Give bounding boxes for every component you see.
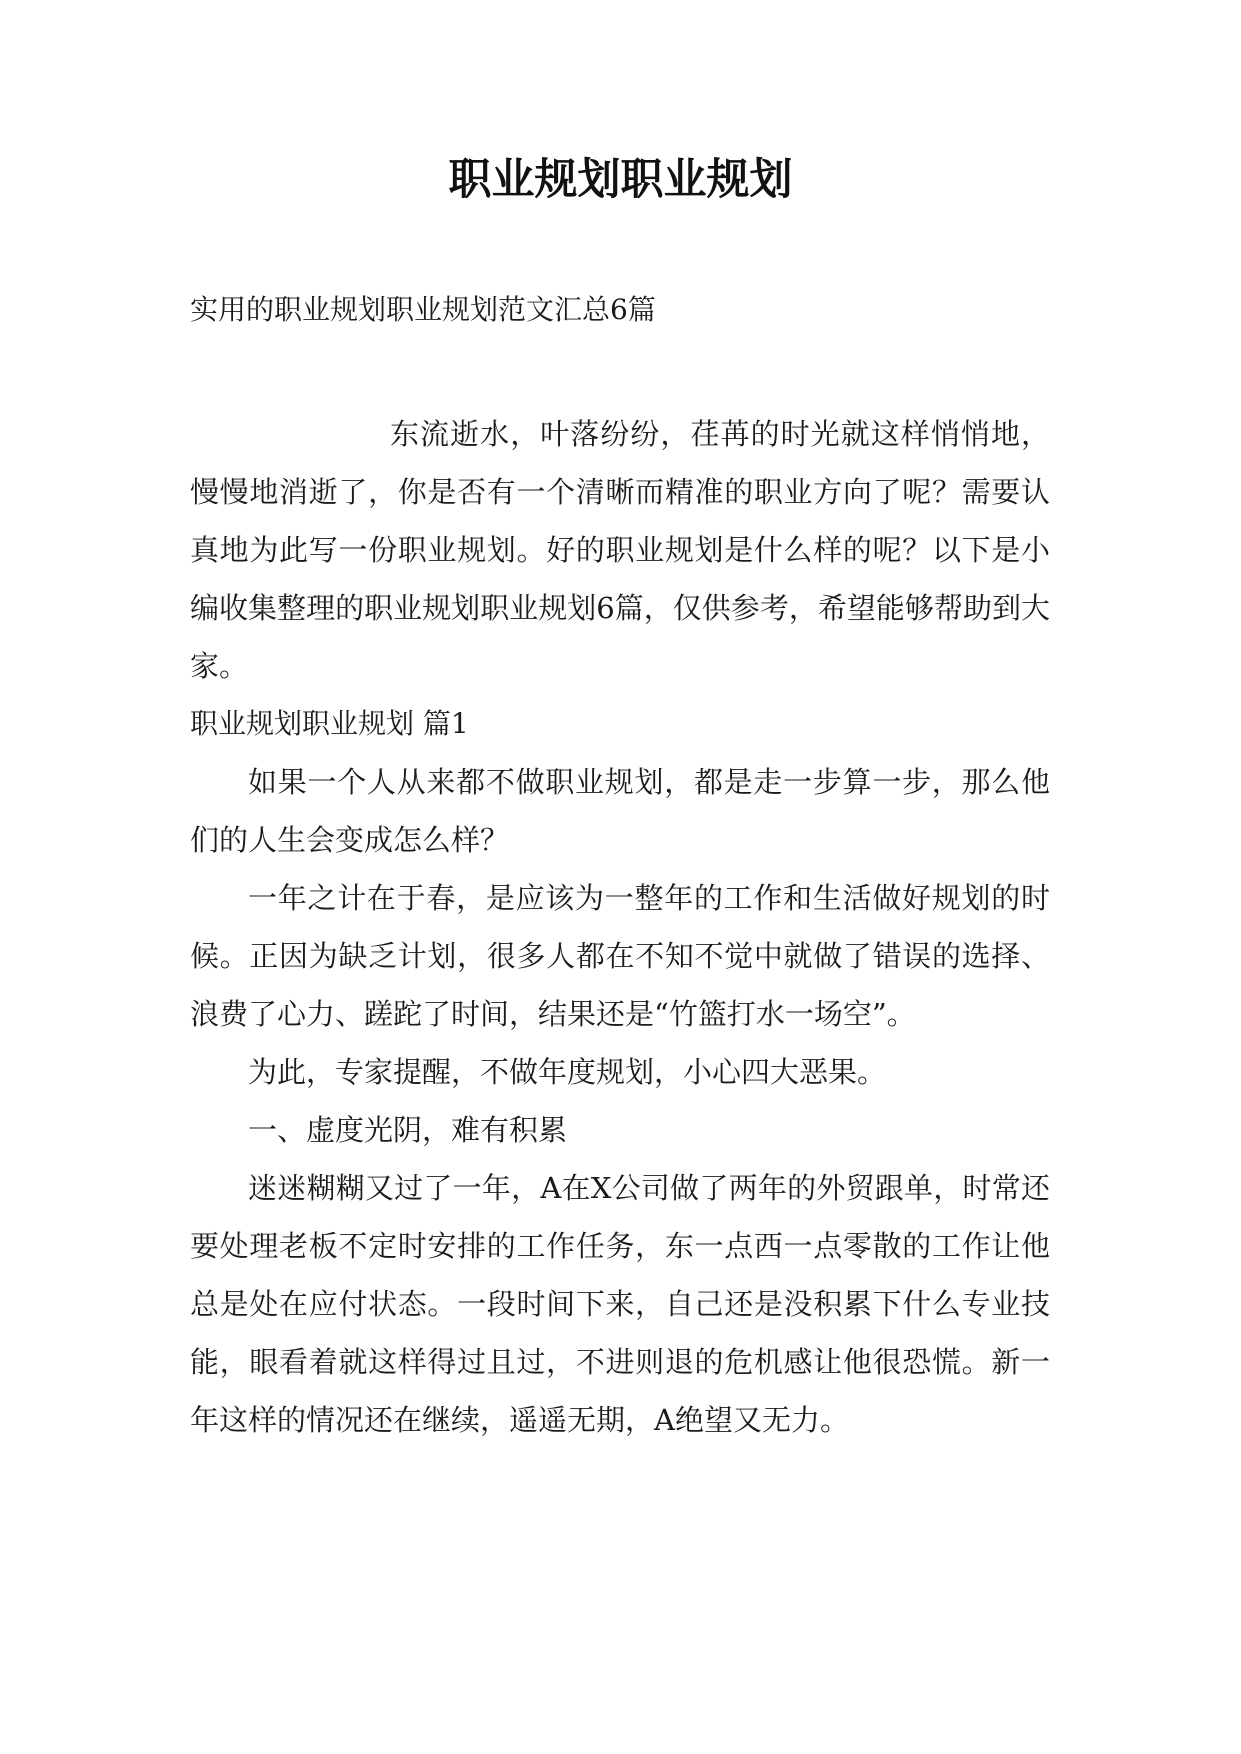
body-paragraph: 一年之计在于春，是应该为一整年的工作和生活做好规划的时候。正因为缺乏计划，很多人都在不知不觉中就做了错误的选择、浪费了心力、蹉跎了时间，结果还是“竹篮打水一场空”。: [190, 881, 1050, 1031]
body-paragraph: 为此，专家提醒，不做年度规划，小心四大恶果。: [248, 1055, 887, 1089]
section-heading: 职业规划职业规划 篇1: [190, 707, 469, 740]
subheading-paragraph: 一、虚度光阴，难有积累: [248, 1113, 568, 1147]
document-title: 职业规划职业规划: [448, 155, 793, 205]
body-paragraph: 如果一个人从来都不做职业规划，都是走一步算一步，那么他们的人生会变成怎么样？: [190, 765, 1050, 857]
intro-paragraph: 东流逝水，叶落纷纷，荏苒的时光就这样悄悄地，慢慢地消逝了，你是否有一个清晰而精准的职业方向了呢？需要认真地为此写一份职业规划。好的职业规划是什么样的呢？以下是小编收集整理的职业规划职业规划6篇，仅供参考，希望能够帮助到大家。: [190, 417, 1050, 683]
body-paragraph: 迷迷糊糊又过了一年，A在X公司做了两年的外贸跟单，时常还要处理老板不定时安排的工作任务，东一点西一点零散的工作让他总是处在应付状态。一段时间下来，自己还是没积累下什么专业技能，眼看着就这样得过且过，不进则退的危机感让他很恐慌。新一年这样的情况还在继续，遥遥无期，A绝望又无力。: [190, 1171, 1050, 1437]
document-body: [190, 405, 1050, 1449]
document-subtitle: 实用的职业规划职业规划范文汇总6篇: [190, 293, 656, 326]
